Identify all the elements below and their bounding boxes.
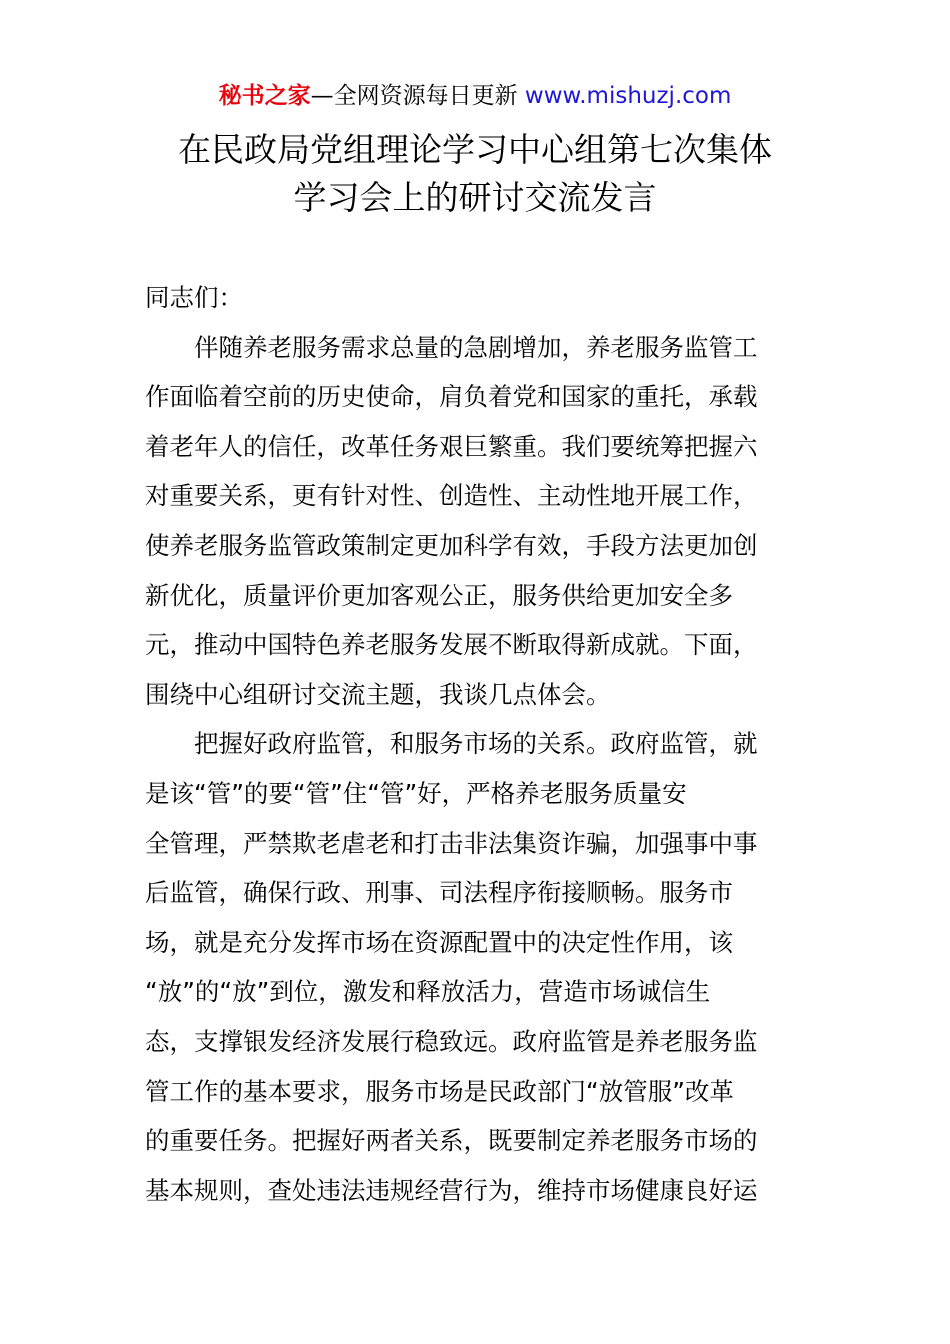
paragraph-line: 场，就是充分发挥市场在资源配置中的决定性作用，该 [145, 927, 733, 957]
paragraph-line: 元，推动中国特色养老服务发展不断取得新成就。下面， [145, 630, 758, 660]
paragraph-line: 对重要关系，更有针对性、创造性、主动性地开展工作， [145, 481, 758, 511]
paragraph-line: 全管理，严禁欺老虐老和打击非法集资诈骗，加强事中事 [145, 828, 758, 858]
paragraph-line: 后监管，确保行政、刑事、司法程序衔接顺畅。服务市 [145, 878, 733, 908]
paragraph-line: 的重要任务。把握好两者关系，既要制定养老服务市场的 [145, 1126, 758, 1156]
title-line: 学习会上的研讨交流发言 [293, 178, 657, 217]
paragraph-line: 是该“管”的要“管”住“管”好，严格养老服务质量安 [145, 778, 687, 808]
title-line: 在民政局党组理论学习中心组第七次集体 [178, 130, 772, 169]
paragraph-line: 基本规则，查处违法违规经营行为，维持市场健康良好运 [145, 1175, 758, 1205]
paragraph-line: 使养老服务监管政策制定更加科学有效，手段方法更加创 [145, 530, 758, 560]
paragraph-line: “放”的“放”到位，激发和释放活力，营造市场诚信生 [145, 977, 711, 1007]
paragraph-line: 新优化，质量评价更加客观公正，服务供给更加安全多 [145, 580, 733, 610]
document-title [0, 126, 950, 222]
paragraph-line: 态，支撑银发经济发展行稳致远。政府监管是养老服务监 [145, 1026, 758, 1056]
site-tagline: —全网资源每日更新 [310, 83, 525, 109]
paragraph-line: 着老年人的信任，改革任务艰巨繁重。我们要统筹把握六 [145, 431, 758, 461]
site-brand: 秘书之家 [218, 83, 311, 109]
paragraph-line: 伴随养老服务需求总量的急剧增加，养老服务监管工 [194, 332, 758, 362]
paragraph-line: 管工作的基本要求，服务市场是民政部门“放管服”改革 [145, 1076, 734, 1106]
salutation: 同志们： [145, 283, 243, 312]
document-body [145, 273, 810, 1215]
site-banner [0, 80, 950, 112]
paragraph-line: 把握好政府监管，和服务市场的关系。政府监管，就 [194, 729, 758, 759]
paragraph-line: 作面临着空前的历史使命，肩负着党和国家的重托，承载 [145, 382, 758, 412]
site-url-link[interactable]: www.mishuzj.com [524, 83, 732, 109]
paragraph-line: 围绕中心组研讨交流主题，我谈几点体会。 [145, 679, 611, 709]
